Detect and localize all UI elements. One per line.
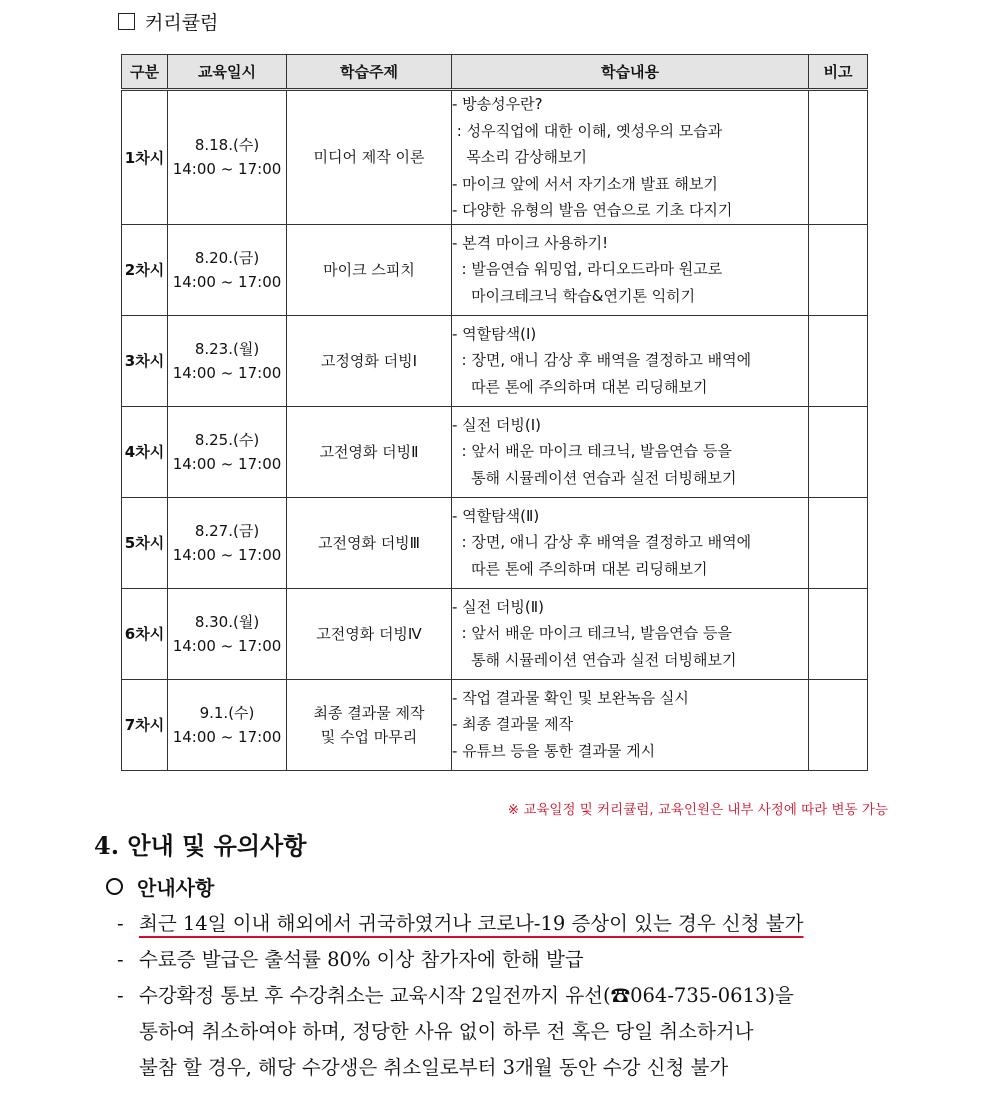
session-cell: 7차시 (122, 679, 168, 770)
topic-line: 고전영화 더빙Ⅱ (319, 442, 419, 461)
time-text: 14:00 ~ 17:00 (172, 272, 282, 291)
table-row (122, 315, 868, 406)
topic-line: 최종 결과물 제작 (313, 703, 425, 722)
content-line: 마이크테크닉 학습&연기톤 익히기 (452, 286, 696, 305)
date-cell (168, 224, 287, 315)
topic-line: 고정영화 더빙Ⅰ (320, 351, 418, 370)
checkbox-icon (118, 13, 135, 30)
content-cell (452, 588, 809, 679)
note-cell (809, 588, 868, 679)
table-header-row (122, 55, 868, 90)
content-line: - 실전 더빙(Ⅰ) (452, 415, 542, 434)
content-line: : 앞서 배운 마이크 테크닉, 발음연습 등을 (452, 442, 732, 461)
notice-text: 통하여 취소하여야 하며, 정당한 사유 없이 하루 전 혹은 당일 취소하거나 (139, 1020, 754, 1043)
session-cell: 4차시 (122, 406, 168, 497)
topic-cell (287, 315, 452, 406)
date-cell (168, 497, 287, 588)
content-line: : 발음연습 워밍업, 라디오드라마 원고로 (452, 260, 723, 279)
time-text: 14:00 ~ 17:00 (172, 545, 282, 564)
notice-line (117, 1050, 897, 1086)
topic-cell (287, 588, 452, 679)
content-line: 목소리 감상해보기 (452, 148, 587, 166)
content-line: : 장면, 애니 감상 후 배역을 결정하고 배역에 (452, 351, 752, 370)
session-cell: 3차시 (122, 315, 168, 406)
curriculum-table (121, 54, 868, 771)
topic-line: 미디어 제작 이론 (313, 148, 425, 167)
topic-line: 고전영화 더빙Ⅲ (317, 533, 421, 552)
table-row (122, 90, 868, 225)
table-row (122, 497, 868, 588)
content-line: : 장면, 애니 감상 후 배역을 결정하고 배역에 (452, 533, 752, 552)
notice-list (117, 906, 897, 1086)
section-title: 4. 안내 및 유의사항 (94, 831, 307, 860)
dash-bullet: - (117, 912, 124, 935)
notice-text-underlined: 최근 14일 이내 해외에서 귀국하였거나 코로나-19 증상이 있는 경우 신청 불가 (139, 912, 804, 935)
date-text: 8.27.(금) (194, 521, 260, 540)
content-line: - 본격 마이크 사용하기! (452, 233, 609, 252)
time-text: 14:00 ~ 17:00 (172, 636, 282, 655)
topic-line: 및 수업 마무리 (320, 727, 418, 746)
notice-line (117, 1014, 897, 1050)
table-row (122, 588, 868, 679)
time-text: 14:00 ~ 17:00 (172, 727, 282, 746)
date-text: 8.23.(월) (194, 339, 260, 358)
date-text: 9.1.(수) (199, 703, 255, 722)
dash-bullet: - (117, 948, 124, 971)
date-text: 8.18.(수) (194, 136, 260, 155)
topic-cell (287, 679, 452, 770)
note-cell (809, 224, 868, 315)
dash-bullet (117, 1014, 139, 1050)
dash-bullet (117, 1050, 139, 1086)
content-line: - 역할탐색(Ⅰ) (452, 324, 537, 343)
topic-cell (287, 90, 452, 225)
circle-bullet-icon (106, 878, 123, 895)
date-text: 8.20.(금) (194, 248, 260, 267)
notice-line (117, 978, 897, 1014)
date-cell (168, 406, 287, 497)
notice-text (139, 906, 897, 942)
time-text: 14:00 ~ 17:00 (172, 160, 282, 179)
date-text: 8.25.(수) (194, 430, 260, 449)
notice-text: 수료증 발급은 출석률 80% 이상 참가자에 한해 발급 (139, 948, 584, 971)
note-cell (809, 90, 868, 225)
header-date: 교육일시 (168, 55, 287, 90)
header-content: 학습내용 (452, 55, 809, 90)
topic-line: 마이크 스피치 (323, 260, 415, 279)
content-line: 따른 톤에 주의하며 대본 리딩해보기 (452, 559, 708, 578)
content-line: - 작업 결과물 확인 및 보완녹음 실시 (452, 688, 689, 707)
schedule-change-note: ※ 교육일정 및 커리큘럼, 교육인원은 내부 사정에 따라 변동 가능 (507, 802, 888, 818)
table-row (122, 224, 868, 315)
time-text: 14:00 ~ 17:00 (172, 454, 282, 473)
content-cell (452, 406, 809, 497)
session-cell: 5차시 (122, 497, 168, 588)
header-note: 비고 (809, 55, 868, 90)
topic-cell (287, 406, 452, 497)
content-cell (452, 679, 809, 770)
session-cell: 6차시 (122, 588, 168, 679)
header-topic: 학습주제 (287, 55, 452, 90)
topic-cell (287, 224, 452, 315)
note-cell (809, 679, 868, 770)
date-cell (168, 588, 287, 679)
topic-cell (287, 497, 452, 588)
content-cell (452, 90, 809, 225)
content-line: - 역할탐색(Ⅱ) (452, 506, 540, 525)
date-cell (168, 679, 287, 770)
curriculum-heading-text: 커리큘럼 (145, 12, 219, 34)
notice-line (117, 942, 897, 978)
content-line: 통해 시뮬레이션 연습과 실전 더빙해보기 (452, 468, 737, 487)
date-text: 8.30.(월) (194, 612, 260, 631)
content-line: 통해 시뮬레이션 연습과 실전 더빙해보기 (452, 650, 737, 669)
subsection-title-text: 안내사항 (137, 876, 215, 900)
session-cell: 2차시 (122, 224, 168, 315)
date-cell (168, 90, 287, 225)
content-cell (452, 224, 809, 315)
header-session: 구분 (122, 55, 168, 90)
note-cell (809, 315, 868, 406)
topic-line: 고전영화 더빙Ⅳ (316, 624, 422, 643)
notice-text: 수강확정 통보 후 수강취소는 교육시작 2일전까지 유선(☎064-735-0613)을 (139, 984, 794, 1007)
note-cell (809, 497, 868, 588)
subsection-title (106, 872, 214, 901)
content-line: - 방송성우란? (452, 95, 543, 113)
content-line: - 최종 결과물 제작 (452, 715, 574, 734)
time-text: 14:00 ~ 17:00 (172, 363, 282, 382)
content-line: 따른 톤에 주의하며 대본 리딩해보기 (452, 377, 708, 396)
content-line: - 유튜브 등을 통한 결과물 게시 (452, 741, 656, 760)
notice-line (117, 906, 897, 942)
content-cell (452, 315, 809, 406)
content-line: - 마이크 앞에 서서 자기소개 발표 해보기 (452, 174, 718, 193)
table-row (122, 679, 868, 770)
curriculum-heading (118, 8, 218, 35)
note-cell (809, 406, 868, 497)
dash-bullet: - (117, 984, 124, 1007)
content-line: : 성우직업에 대한 이해, 옛성우의 모습과 (452, 121, 723, 140)
table-row (122, 406, 868, 497)
notice-text: 불참 할 경우, 해당 수강생은 취소일로부터 3개월 동안 수강 신청 불가 (139, 1056, 729, 1079)
session-cell: 1차시 (122, 90, 168, 225)
content-line: : 앞서 배운 마이크 테크닉, 발음연습 등을 (452, 624, 732, 643)
content-cell (452, 497, 809, 588)
date-cell (168, 315, 287, 406)
content-line: - 실전 더빙(Ⅱ) (452, 597, 544, 616)
content-line: - 다양한 유형의 발음 연습으로 기초 다지기 (452, 201, 733, 219)
